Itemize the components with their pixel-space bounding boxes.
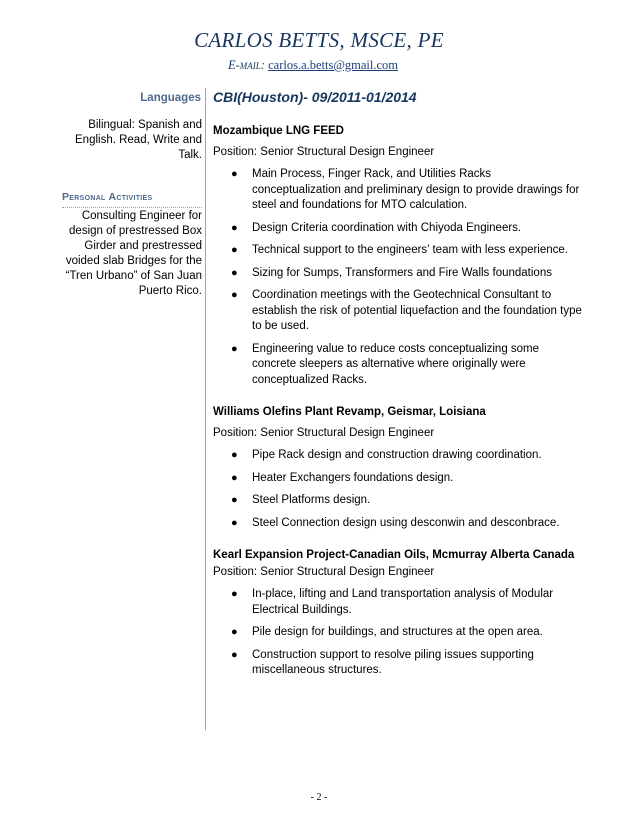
bullet-icon: ● <box>231 626 238 638</box>
page-number: - 2 - <box>310 792 328 803</box>
experience-section <box>213 88 613 696</box>
bullet-text: Steel Connection design using desconwin and desconbrace. <box>252 516 560 529</box>
bullet-icon: ● <box>231 494 238 506</box>
bullet-text: Heater Exchangers foundations design. <box>252 471 454 484</box>
bullet-text: Steel Platforms design. <box>252 494 371 506</box>
list-item <box>213 266 582 282</box>
list-item <box>213 167 582 214</box>
list-item <box>213 516 582 532</box>
list-item <box>213 288 582 335</box>
bullet-icon: ● <box>231 449 238 461</box>
employer-heading: CBI(Houston)- 09/2011-01/2014 <box>213 89 417 105</box>
personal-activities-text: Consulting Engineer for design of prestressed Box Girder and prestressed voided slab Bridges for the “Tren Urbano” of San Juan Puerto Rico. <box>65 210 202 297</box>
bullet-icon: ● <box>231 342 238 355</box>
personal-activities-heading: Personal Activities <box>62 190 202 208</box>
bullet-icon: ● <box>231 289 238 301</box>
list-item <box>213 493 582 509</box>
list-item <box>213 471 582 487</box>
bullet-icon: ● <box>231 648 238 661</box>
project-kearl <box>213 548 613 679</box>
project-title: Mozambique LNG FEED <box>213 125 344 137</box>
column-divider <box>205 88 206 730</box>
bullet-text: Design Criteria coordination with Chiyoda Engineers. <box>252 221 522 234</box>
candidate-name: CARLOS BETTS, MSCE, PE <box>194 28 444 52</box>
project-position: Position: Senior Structural Design Engineer <box>213 146 435 158</box>
bullet-icon: ● <box>231 588 238 600</box>
list-item <box>213 587 582 618</box>
list-item <box>213 625 582 641</box>
project-mozambique <box>213 124 613 388</box>
bullet-icon: ● <box>231 471 238 484</box>
email-label: E-mail: <box>228 58 265 72</box>
project-bullets <box>213 448 613 531</box>
email-line <box>228 58 398 73</box>
bullet-icon: ● <box>231 221 238 234</box>
list-item <box>213 648 582 679</box>
project-position: Position: Senior Structural Design Engineer <box>213 566 435 578</box>
bullet-text: Coordination meetings with the Geotechnical Consultant to establish the risk of potential liquefaction and the foundation type to be used. <box>252 289 582 332</box>
languages-text: Bilingual: Spanish and English. Read, Write and Talk. <box>75 119 202 161</box>
list-item <box>213 342 582 389</box>
project-williams <box>213 405 613 531</box>
project-title: Williams Olefins Plant Revamp, Geismar, Loisiana <box>213 406 486 418</box>
bullet-icon: ● <box>231 516 238 529</box>
project-bullets <box>213 167 613 388</box>
project-position: Position: Senior Structural Design Engineer <box>213 427 435 439</box>
project-bullets <box>213 587 613 679</box>
email-link[interactable]: carlos.a.betts@gmail.com <box>268 58 398 72</box>
bullet-icon: ● <box>231 266 238 279</box>
bullet-text: Main Process, Finger Rack, and Utilities Racks conceptualization and preliminary design to provide drawings for steel and foundations for MTO calculation. <box>252 168 580 211</box>
languages-heading: Languages <box>140 92 201 104</box>
bullet-icon: ● <box>231 168 238 180</box>
list-item <box>213 448 582 464</box>
bullet-text: Pile design for buildings, and structures at the open area. <box>252 626 543 638</box>
bullet-text: Sizing for Sumps, Transformers and Fire Walls foundations <box>252 266 552 279</box>
bullet-text: Construction support to resolve piling issues supporting miscellaneous structures. <box>252 648 534 676</box>
bullet-icon: ● <box>231 244 238 256</box>
bullet-text: In-place, lifting and Land transportation analysis of Modular Electrical Buildings. <box>252 588 554 616</box>
list-item <box>213 243 582 259</box>
list-item <box>213 221 582 237</box>
bullet-text: Pipe Rack design and construction drawing coordination. <box>252 449 542 461</box>
bullet-text: Technical support to the engineers’ team with less experience. <box>252 244 568 256</box>
bullet-text: Engineering value to reduce costs conceptualizing some concrete sleepers as alternative where originally were conceptualized Racks. <box>252 342 540 386</box>
project-title: Kearl Expansion Project-Canadian Oils, Mcmurray Alberta Canada <box>213 549 575 561</box>
